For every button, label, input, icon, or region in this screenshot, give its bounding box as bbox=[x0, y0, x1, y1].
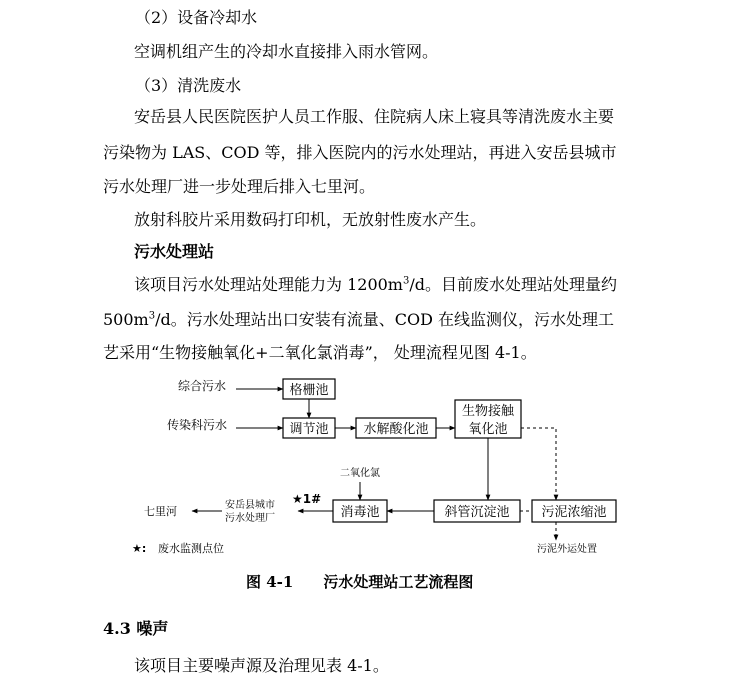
subsection-2-title: （2）设备冷却水 bbox=[135, 8, 258, 27]
legend-text: 废水监测点位 bbox=[158, 542, 224, 555]
subsection-3-body-line-1: 安岳县人民医院医护人员工作服、住院病人床上寝具等清洗废水主要 bbox=[134, 107, 615, 126]
station-l2-superscript: 3 bbox=[148, 310, 156, 322]
dashed-bio-to-sludge bbox=[521, 428, 556, 500]
disinfection-tank-label: 消毒池 bbox=[340, 505, 380, 520]
inclined-settling-tank-label: 斜管沉淀池 bbox=[444, 505, 510, 520]
subsection-3-title: （3）清洗废水 bbox=[135, 76, 242, 95]
subsection-3-body-line-2: 污染物为 LAS、COD 等，排入医院内的污水处理站，再进入安岳县城市 bbox=[103, 143, 617, 162]
city-plant-label-line-2: 污水处理厂 bbox=[225, 513, 275, 524]
chlorine-dioxide-label: 二氧化氯 bbox=[340, 468, 380, 479]
city-plant-label-line-1: 安岳县城市 bbox=[225, 500, 275, 511]
equalization-tank-label: 调节池 bbox=[289, 422, 329, 437]
subsection-3-body-line-3: 污水处理厂进一步处理后排入七里河。 bbox=[103, 177, 376, 196]
station-l1-part-b: /d。目前废水处理站处理量约 bbox=[409, 275, 617, 294]
film-paragraph: 放射科胶片采用数码打印机，无放射性废水产生。 bbox=[134, 210, 487, 229]
subsection-2-body: 空调机组产生的冷却水直接排入雨水管网。 bbox=[134, 42, 439, 61]
section-heading-noise: 4.3 噪声 bbox=[103, 619, 169, 638]
station-l2-part-a: 500m bbox=[103, 310, 149, 329]
figure-caption: 图 4-1 污水处理站工艺流程图 bbox=[246, 573, 474, 591]
sludge-out-label: 污泥外运处置 bbox=[537, 544, 597, 555]
station-l2-part-b: /d。污水处理站出口安装有流量、COD 在线监测仪，污水处理工 bbox=[155, 310, 615, 329]
station-l1-part-a: 该项目污水处理站处理能力为 1200m bbox=[134, 275, 403, 294]
input-general-label: 综合污水 bbox=[178, 379, 227, 393]
bio-contact-label-line-2: 氧化池 bbox=[468, 422, 508, 437]
station-paragraph-line-3: 艺采用“生物接触氧化+二氧化氯消毒”， 处理流程见图 4-1。 bbox=[103, 343, 537, 362]
noise-paragraph: 该项目主要噪声源及治理见表 4-1。 bbox=[134, 656, 389, 675]
input-infectious-label: 传染科污水 bbox=[167, 418, 228, 432]
legend-star-symbol: ★: bbox=[132, 542, 147, 555]
bar-screen-label: 格栅池 bbox=[289, 383, 329, 398]
hydrolysis-tank-label: 水解酸化池 bbox=[363, 422, 429, 437]
bio-contact-label-line-1: 生物接触 bbox=[461, 404, 515, 419]
monitor-point-mark: ★1# bbox=[292, 492, 322, 506]
station-heading: 污水处理站 bbox=[134, 242, 215, 261]
station-l1-superscript: 3 bbox=[402, 275, 410, 287]
sludge-thickener-label: 污泥浓缩池 bbox=[541, 505, 607, 520]
river-label: 七里河 bbox=[144, 505, 177, 518]
